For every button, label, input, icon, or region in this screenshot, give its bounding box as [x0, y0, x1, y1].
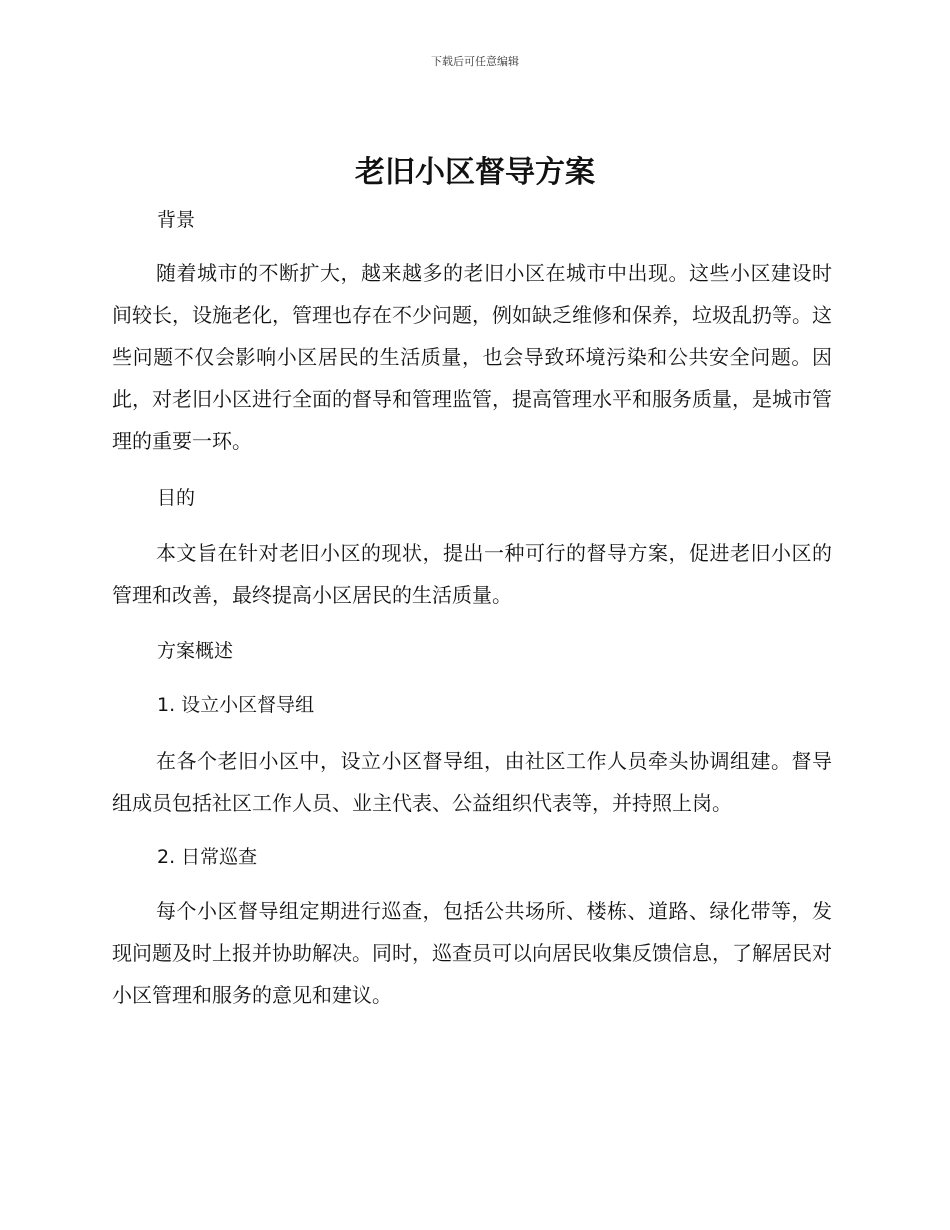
section-heading-supervision-group: 1. 设立小区督导组 — [157, 694, 315, 716]
section-paragraph-background: 随着城市的不断扩大，越来越多的老旧小区在城市中出现。这些小区建设时间较长，设施老化，管理也存在不少问题，例如缺乏维修和保养，垃圾乱扔等。这些问题不仅会影响小区居民的生活质量，也会导致环境污染和公共安全问题。因此，对老旧小区进行全面的督导和管理监管，提高管理水平和服务质量，是城市管理的重要一环。 — [112, 261, 832, 453]
section-paragraph-purpose: 本文旨在针对老旧小区的现状，提出一种可行的督导方案，促进老旧小区的管理和改善，最终提高小区居民的生活质量。 — [112, 541, 832, 607]
section-heading-daily-patrol: 2. 日常巡查 — [157, 846, 258, 868]
document-title: 老旧小区督导方案 — [355, 155, 595, 190]
section-heading-background: 背景 — [157, 209, 196, 231]
page-header: 下载后可任意编辑 — [431, 55, 519, 68]
section-heading-overview: 方案概述 — [157, 640, 234, 662]
section-paragraph-daily-patrol: 每个小区督导组定期进行巡查，包括公共场所、楼栋、道路、绿化带等，发现问题及时上报并协助解决。同时，巡查员可以向居民收集反馈信息，了解居民对小区管理和服务的意见和建议。 — [112, 899, 832, 1007]
section-paragraph-supervision-group: 在各个老旧小区中，设立小区督导组，由社区工作人员牵头协调组建。督导组成员包括社区工作人员、业主代表、公益组织代表等，并持照上岗。 — [112, 749, 832, 815]
section-heading-purpose: 目的 — [157, 487, 196, 509]
